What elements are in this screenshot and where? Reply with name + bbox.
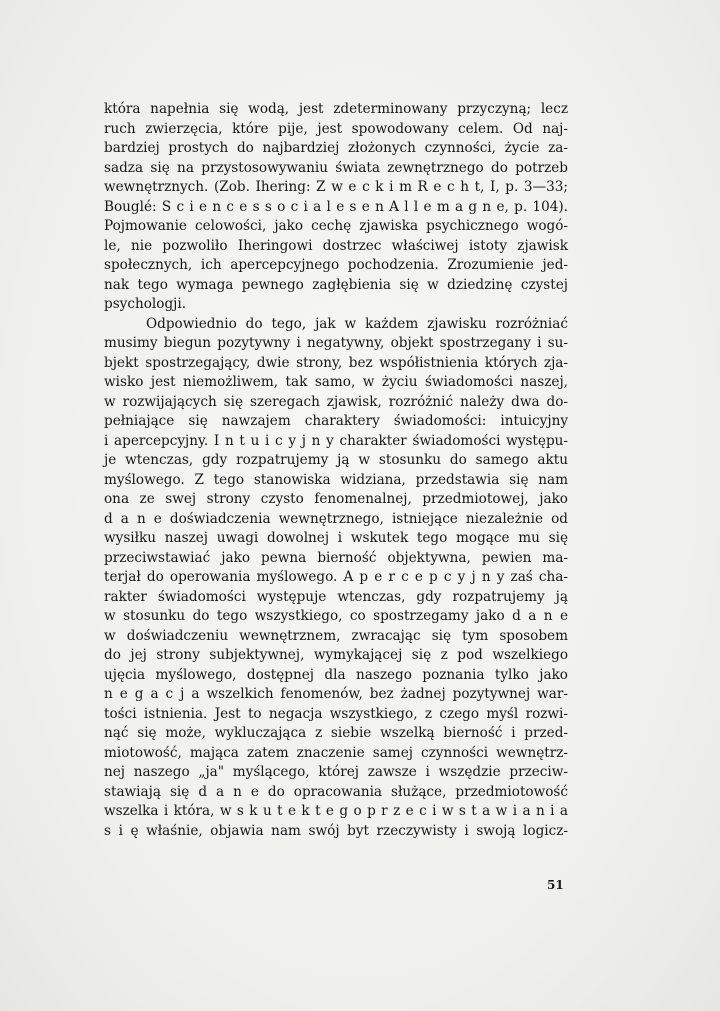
text-line: psychologji.: [104, 296, 187, 312]
text-line: musimy biegun pozytywny i negatywny, objekt spostrzegany i su-: [104, 335, 568, 351]
text-line: społecznych, ich apercepcyjnego pochodzenia. Zrozumienie jed-: [104, 257, 568, 273]
text-line: wewnętrznych. (Zob. Ihering: Z w e c k i m R e c h t, I, p. 3—33;: [104, 179, 568, 195]
text-line: do jej strony subjektywnej, wymykającej się z pod wszelkiego: [104, 647, 568, 663]
text-line: stawiają się d a n e do opracowania służące, przedmiotowość: [104, 783, 568, 800]
text-line: sadza się na przystosowywaniu świata zewnętrznego do potrzeb: [104, 159, 568, 176]
text-line: miotowość, mająca zatem znaczenie samej czynności wewnętrz-: [104, 744, 568, 761]
text-line: d a n e doświadczenia wewnętrznego, istniejące niezależnie od: [104, 510, 568, 527]
text-line: ruch zwierzęcia, które pije, jest spowodowany celem. Od naj-: [104, 120, 568, 137]
text-line: ona ze swej strony czysto fenomenalnej, przedmiotowej, jako: [104, 491, 568, 507]
text-line: przeciwstawiać jako pewna bierność objektywna, pewien ma-: [104, 549, 568, 566]
text-line: wisko jest niemożliwem, tak samo, w życiu świadomości naszej,: [104, 374, 568, 390]
text-line: Pojmowanie celowości, jako cechę zjawiska psychicznego wogó-: [104, 218, 568, 234]
text-line: nąć się może, wykluczająca z siebie wszelką bierność i przed-: [104, 725, 568, 741]
text-line: bardziej prostych do najbardziej złożonych czynności, życie za-: [104, 140, 568, 156]
text-line: nej naszego „ja" myślącego, której zawsze i wszędzie przeciw-: [104, 764, 568, 780]
text-line: myślowego. Z tego stanowiska widziana, przedstawia się nam: [104, 471, 568, 488]
paragraph-start-line: Odpowiednio do tego, jak w każdem zjawisku rozróżniać: [146, 315, 568, 332]
text-line: wszelka i która, w s k u t e k t e g o p r z e c i w s t a w i a n i a: [104, 803, 568, 819]
body-text: [104, 100, 568, 841]
text-line: i apercepcyjny. I n t u i c y j n y charakter świadomości występu-: [104, 432, 568, 449]
text-line: bjekt spostrzegający, dwie strony, bez współistnienia których zja-: [104, 354, 568, 371]
text-line: n e g a c j a wszelkich fenomenów, bez żadnej pozytywnej war-: [104, 686, 568, 702]
text-line: która napełnia się wodą, jest zdeterminowany przyczyną; lecz: [104, 101, 568, 117]
page-number: 51: [547, 878, 564, 892]
text-line: rakter świadomości występuje wtenczas, gdy rozpatrujemy ją: [104, 588, 568, 605]
text-line: je wtenczas, gdy rozpatrujemy ją w stosunku do samego aktu: [104, 452, 568, 468]
text-line: w doświadczeniu wewnętrznem, zwracając się tym sposobem: [104, 627, 568, 644]
text-line: terjał do operowania myślowego. A p e r c e p c y j n y zaś cha-: [104, 569, 568, 585]
text-line: Bouglé: S c i e n c e s s o c i a l e s e n A l l e m a g n e, p. 104).: [104, 198, 568, 215]
text-line: le, nie pozwoliło Iheringowi dostrzec właściwej istoty zjawisk: [104, 237, 568, 254]
text-line: wysiłku naszej uwagi dowolnej i wskutek tego mogące mu się: [104, 530, 568, 546]
text-line: s i ę właśnie, objawia nam swój byt rzeczywisty i swoją logicz-: [104, 822, 568, 839]
text-line: nak tego wymaga pewnego zagłębienia się w dziedzinę czystej: [104, 276, 568, 293]
text-line: tości istnienia. Jest to negacja wszystkiego, z czego myśl rozwi-: [104, 705, 568, 722]
text-line: w stosunku do tego wszystkiego, co spostrzegamy jako d a n e: [104, 608, 568, 624]
text-line: pełniające się nawzajem charaktery świadomości: intuicyjny: [104, 413, 568, 429]
text-line: ujęcia myślowego, dostępnej dla naszego poznania tylko jako: [104, 666, 568, 683]
text-line: w rozwijających się szeregach zjawisk, rozróżnić należy dwa do-: [104, 393, 568, 410]
